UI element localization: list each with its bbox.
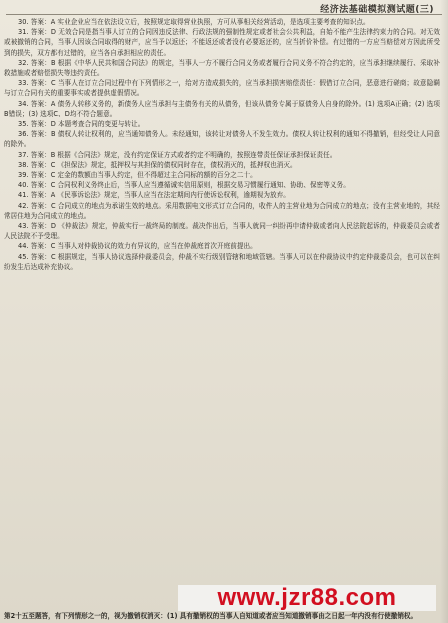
paragraph: 33. 答案：C 当事人在订立合同过程中有下列情形之一，给对方造成损失的，应当承担损害赔偿责任：假借订立合同，恶意进行磋商；故意隐瞒与订立合同有关的重要事实或者提供虚假情况。	[4, 79, 440, 98]
footer-line: 第2十五至题答，有下列情形之一的，视为撤销权消灭：(1) 具有撤销权的当事人自知道或者应当知道撤销事由之日起一年内没有行使撤销权。	[4, 612, 418, 620]
paragraph: 35. 答案：D 本题考查合同的变更与转让。	[18, 120, 145, 129]
paragraph: 31. 答案：D 无效合同是指当事人订立的合同因违反法律、行政法规的强制性规定或者社会公共利益，自始不能产生法律约束力的合同。对无效或被撤销的合同，当事人因该合同取得的财产，应当予以返还；不能返还或者没有必要返还的，应当折价补偿。有过错的一方应当赔偿对方因此所受到的损失，双方都有过错的，应当各自承担相应的责任。	[4, 28, 440, 57]
header-divider	[6, 14, 442, 15]
paragraph: 32. 答案：B 根据《中华人民共和国合同法》的规定，当事人一方不履行合同义务或者履行合同义务不符合约定的，应当承担继续履行、采取补救措施或者赔偿损失等违约责任。	[4, 58, 440, 78]
paragraph: 42. 答案：C 合同成立的地点为承诺生效的地点。采用数据电文形式订立合同的，收件人的主营业地为合同成立的地点；没有主营业地的，其经常居住地为合同成立的地点。	[4, 201, 440, 220]
watermark-url: www.jzr88.com	[217, 584, 397, 611]
paragraph: 39. 答案：C 定金的数额由当事人约定，但不得超过主合同标的额的百分之二十。	[18, 171, 257, 180]
paragraph: 36. 答案：B 债权人转让权利的，应当通知债务人。未经通知，该转让对债务人不发生效力。债权人转让权利的通知不得撤销，但经受让人同意的除外。	[4, 130, 440, 149]
page-edge-shadow	[440, 0, 448, 623]
paragraph: 43. 答案：D 《仲裁法》规定，仲裁实行一裁终局的制度。裁决作出后，当事人就同一纠纷再申请仲裁或者向人民法院起诉的，仲裁委员会或者人民法院不予受理。	[4, 222, 440, 241]
paragraph: 45. 答案：C 根据规定，当事人协议选择仲裁委员会，仲裁不实行级别管辖和地域管辖。当事人可以在仲裁协议中约定仲裁委员会，也可以在纠纷发生后达成补充协议。	[4, 252, 440, 271]
paragraph: 34. 答案：A 债务人转移义务的，新债务人应当承担与主债务有关的从债务，但该从债务专属于原债务人自身的除外。(1) 选项A正确；(2) 选项B错误；(3) 选项C、D均不符合题意。	[4, 99, 440, 118]
answer-explanations	[4, 17, 440, 272]
paragraph: 41. 答案：A 《民事诉讼法》规定，当事人应当在法定期间内行使诉讼权利，逾期视为放弃。	[18, 191, 290, 200]
paragraph: 30. 答案：A 实业企业应当在依法设立后，按照规定取得营业执照，方可从事相关经营活动，是选项主要考查的知识点。	[18, 18, 370, 26]
paragraph: 44. 答案：C 当事人对仲裁协议的效力有异议的，应当在仲裁庭首次开庭前提出。	[18, 242, 257, 251]
header-title: 经济法基础模拟测试题(三)	[320, 5, 434, 15]
paragraph: 38. 答案：C 《担保法》规定，抵押权与其担保的债权同时存在，债权消灭的，抵押权也消灭。	[18, 160, 297, 169]
paragraph: 37. 答案：B 根据《合同法》规定，没有约定保证方式或者约定不明确的，按照连带责任保证承担保证责任。	[18, 150, 337, 159]
site-watermark	[178, 585, 436, 611]
paragraph: 40. 答案：C 合同权利义务终止后，当事人应当遵循诚实信用原则，根据交易习惯履行通知、协助、保密等义务。	[18, 181, 350, 190]
